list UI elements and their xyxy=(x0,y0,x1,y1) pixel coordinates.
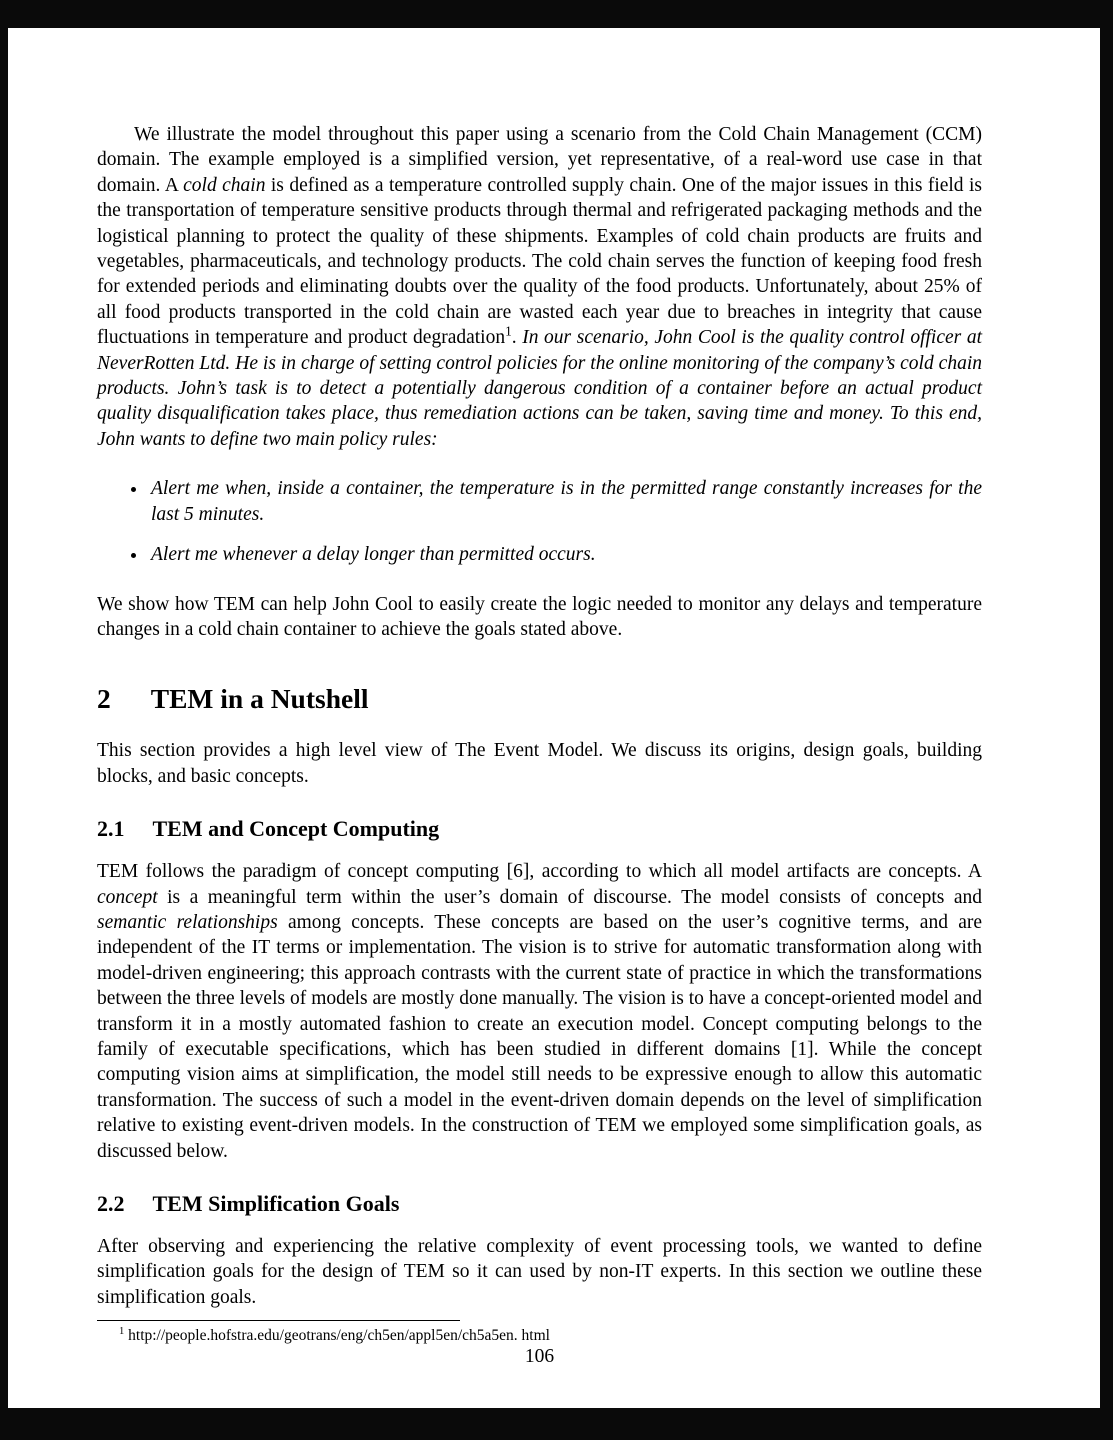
text-run: . xyxy=(511,327,523,349)
paragraph-simplification-goals xyxy=(97,1234,982,1310)
text-run: is a meaningful term within the user’s domain of discourse. The model consists of concepts and xyxy=(157,886,982,908)
paragraph-section2-intro xyxy=(97,738,982,789)
page-number: 106 xyxy=(524,1346,555,1367)
section-heading-2 xyxy=(97,682,982,716)
text-run: TEM follows the paradigm of concept computing [6], according to which all model artifacts are concepts. A xyxy=(97,861,982,883)
footnote xyxy=(97,1326,982,1346)
text-run: We show how TEM can help John Cool to easily create the logic needed to monitor any delays and temperature changes in a cold chain container to achieve the goals stated above. xyxy=(97,593,982,640)
text-run: Alert me whenever a delay longer than permitted occurs. xyxy=(151,544,596,566)
text-run: among concepts. These concepts are based on the user’s cognitive terms, and are independent of the IT terms or implementation. The vision is to strive for automatic transformation along with model-driven engineering; this approach contrasts with the current state of practice in which the transformations between the three levels of models are mostly done manually. The vision is to have a concept-oriented model and transform it in a mostly automated fashion to create an execution model. Concept computing belongs to the family of executable specifications, which has been studied in different domains [1]. While the concept computing vision aims at simplification, the model still needs to be expressive enough to allow this automatic transformation. The success of such a model in the event-driven domain depends on the level of simplification relative to existing event-driven models. In the construction of TEM we employed some simplification goals, as discussed below. xyxy=(97,911,982,1162)
footnote-reference: 1 xyxy=(505,323,512,339)
paragraph-tem-help xyxy=(97,592,982,643)
page-content xyxy=(8,28,1100,1346)
text-run: cold chain xyxy=(183,174,266,196)
footnote-marker: 1 xyxy=(119,1326,125,1338)
policy-rules-list xyxy=(97,476,982,567)
paragraph-concept-computing xyxy=(97,859,982,1164)
subsection-title: TEM Simplification Goals xyxy=(152,1191,400,1216)
footnote-rule xyxy=(97,1320,460,1321)
subsection-heading-2-2 xyxy=(97,1190,982,1218)
footnote-url-text: http://people.hofstra.edu/geotrans/eng/ch5en/appl5en/ch5a5en. html xyxy=(128,1327,550,1345)
text-run: Alert me when, inside a container, the temperature is in the permitted range constantly increases for the last 5 minutes. xyxy=(151,478,982,525)
list-item-policy-rule-1 xyxy=(148,476,982,527)
text-run: is defined as a temperature controlled supply chain. One of the major issues in this field is the transportation of temperature sensitive products through thermal and refrigerated packaging methods and the logistical planning to protect the quality of these shipments. Examples of cold chain products are fruits and vegetables, pharmaceuticals, and technology products. The cold chain serves the function of keeping food fresh for extended periods and eliminating doubts over the quality of the food products. Unfortunately, about 25% of all food products transported in the cold chain are wasted each year due to breaches in integrity that cause fluctuations in temperature and product degradation xyxy=(97,174,982,349)
text-run: After observing and experiencing the relative complexity of event processing tools, we wanted to define simplification goals for the design of TEM so it can used by non-IT experts. In this section we outline these simplification goals. xyxy=(97,1236,982,1308)
subsection-heading-2-1 xyxy=(97,815,982,843)
section-number: 2 xyxy=(97,683,111,715)
text-run: semantic relationships xyxy=(97,911,278,933)
document-page xyxy=(8,28,1100,1408)
text-run: concept xyxy=(97,886,158,908)
paragraph-ccm-scenario xyxy=(97,122,982,452)
text-run: This section provides a high level view of The Event Model. We discuss its origins, design goals, building blocks, and basic concepts. xyxy=(97,740,982,787)
footnote-area xyxy=(97,1320,982,1346)
subsection-number: 2.2 xyxy=(97,1191,125,1216)
subsection-title: TEM and Concept Computing xyxy=(152,816,440,842)
subsection-number: 2.1 xyxy=(97,816,125,842)
section-title: TEM in a Nutshell xyxy=(150,683,369,715)
text-run: In our scenario, John Cool is the quality control officer at NeverRotten Ltd. He is in charge of setting control policies for the online monitoring of the company’s cold chain products. John’s task is to detect a potentially dangerous condition of a container before an actual product quality disqualification takes place, thus remediation actions can be taken, saving time and money. To this end, John wants to define two main policy rules: xyxy=(97,327,983,450)
text-run: We illustrate the model throughout this paper using a scenario from the Cold Chain Management (CCM) domain. The example employed is a simplified version, yet representative, of a real-word use case in that domain. A xyxy=(97,124,982,196)
list-item-policy-rule-2 xyxy=(148,542,982,567)
